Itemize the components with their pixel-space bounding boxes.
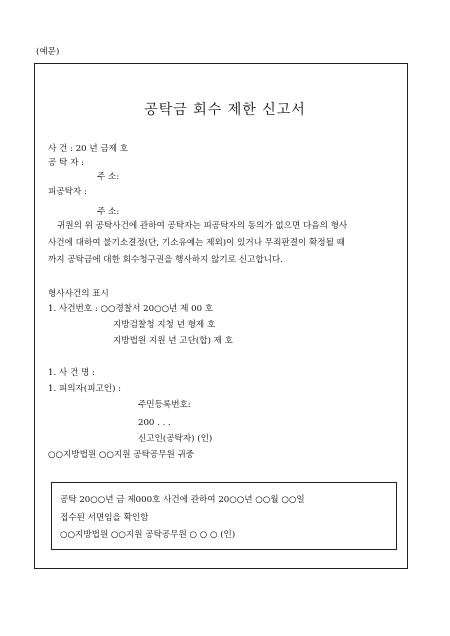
resident-number-line: 주민등록번호:	[138, 400, 191, 410]
body-text-line: 까지 공탁금에 대한 회수청구권을 행사하지 않기로 신고합니다.	[48, 255, 283, 265]
body-text-line: 귀원의 위 공탁사건에 관하여 공탁자는 피공탁자의 동의가 없으면 다음의 형사	[57, 221, 348, 231]
date-line: 200 . . .	[138, 418, 171, 428]
prosecutor-office-line: 지방검찰청 지청 년 형제 호	[113, 320, 216, 330]
criminal-case-number: 1. 사건번호 : ○○경찰서 20○○년 제 00 호	[48, 304, 214, 314]
depositor-label: 공 탁 자 :	[48, 158, 84, 168]
case-name-line: 1. 사 건 명 :	[48, 368, 95, 378]
example-label: (예문)	[36, 47, 60, 57]
depositee-address: 주 소:	[97, 207, 120, 217]
court-line: 지방법원 지원 년 고단(합) 제 호	[113, 336, 233, 346]
receipt-line: ○○지방법원 ○○지원 공탁공무원 ○ ○ ○ (인)	[60, 530, 236, 540]
reporter-line: 신고인(공탁자) (인)	[138, 434, 213, 444]
receipt-line: 접수된 서면임을 확인함	[60, 513, 149, 523]
document-title: 공탁금 회수 제한 신고서	[144, 102, 306, 118]
suspect-label: 1. 피의자(피고인) :	[48, 384, 122, 394]
receipt-line: 공탁 20○○년 금 제000호 사건에 관하여 20○○년 ○○월 ○○일	[60, 495, 305, 505]
body-text-line: 사건에 대하여 불기소결정(단, 기소유예는 제외)이 있거나 무죄판결이 확정될 때	[48, 238, 345, 248]
criminal-case-heading: 형사사건의 표시	[48, 289, 109, 299]
depositor-address: 주 소:	[97, 172, 120, 182]
addressee-line: ○○지방법원 ○○지원 공탁공무원 귀중	[48, 450, 195, 460]
case-number-line: 사 건 : 20 년 금제 호	[48, 144, 129, 154]
depositee-label: 피공탁자 :	[48, 187, 87, 197]
